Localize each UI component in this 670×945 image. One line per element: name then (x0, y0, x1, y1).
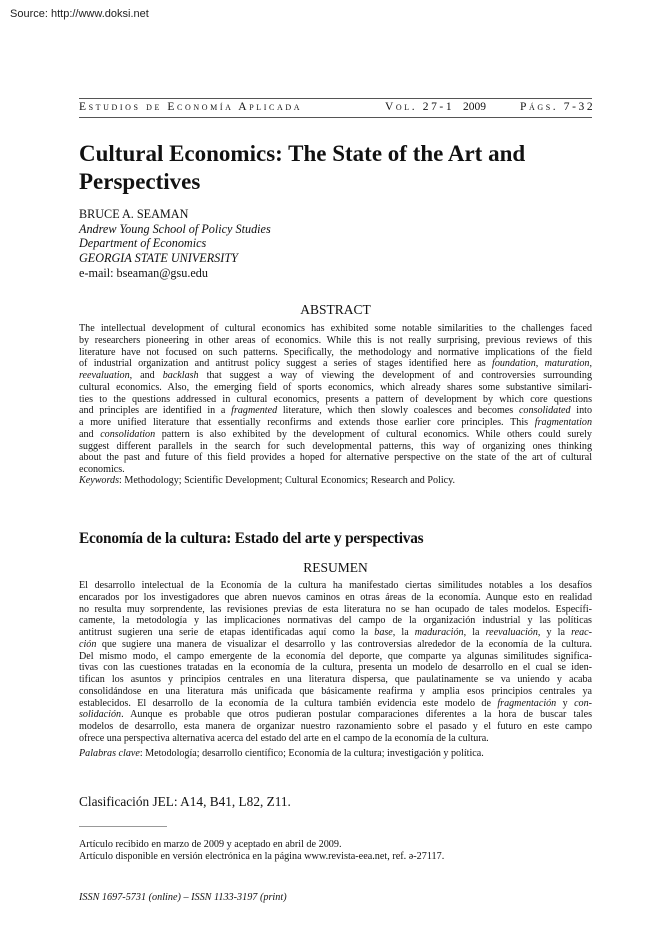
paragraph-line: a more unified literature that essentially reconfirms and extends those earlier core principles. This fragmentation (79, 417, 592, 428)
source-banner: Source: http://www.doksi.net (10, 8, 149, 20)
paragraph-line: tivas con las cuestiones tratadas en la economía de la cultura, presenta un modelo de desarrollo en el cual se iden- (79, 662, 592, 674)
paragraph-line: establecidos. El desarrollo de la economía de la cultura también evidencia este modelo de fragmentación y con- (79, 697, 593, 709)
footnote-online: Artículo disponible en versión electrónica en la página www.revista-eea.net, ref. ə-27117. (79, 851, 445, 862)
paragraph-line: tifican los asuntos y principios centrales en una literatura dispersa, que paulatinamente se va uniendo y acaba (79, 674, 592, 685)
paragraph-line: reevaluation, and backlash that suggest a way of viewing the development of and controversies surrounding (79, 370, 593, 381)
issn-online-label: online (152, 892, 178, 903)
paragraph-line: solidación. Aunque es probable que otros pudieran postular comparaciones diferentes a la hora de buscar tales (79, 709, 592, 721)
paragraph-line: ties to the questions addressed in cultural economics, presents a pattern of development by which core questions (79, 393, 592, 405)
running-head (79, 98, 596, 118)
footnote-divider (79, 826, 167, 827)
paragraph-line: cultural economics. Also, the emerging field of sports economics, which already shares some substantive similari- (79, 381, 592, 393)
issn-online: ISSN 1697-5731 (79, 892, 147, 903)
paragraph-line: camente, la metodología y las implicaciones normativas del campo de la organización industrial y las políticas (79, 615, 592, 627)
paragraph-line: The intellectual development of cultural economics has exhibited some notable similarities to the challenges faced (79, 323, 592, 334)
jel-classification: Clasificación JEL: A14, B41, L82, Z11. (79, 794, 291, 809)
author-university: GEORGIA STATE UNIVERSITY (79, 251, 238, 266)
author-name: BRUCE A. SEAMAN (79, 207, 189, 221)
year: 2009 (463, 101, 486, 113)
palabras-clave-label: Palabras clave (79, 748, 140, 759)
footnotes (79, 839, 444, 863)
issn-print: ISSN 1133-3197 (191, 892, 258, 903)
paragraph-line: antitrust sugieren una serie de etapas identificadas aquí como la base, la maduración, la reevaluación, y la reac- (79, 627, 592, 638)
author-department: Department of Economics (79, 236, 207, 251)
paragraph-line: no resulta muy sorprendente, las revisiones previas de esta literatura no se han ocupado de tales modelos. Específi- (79, 603, 592, 615)
palabras-clave (79, 748, 484, 759)
author-school: Andrew Young School of Policy Studies (79, 221, 271, 236)
palabras-clave-list: : Metodología; desarrollo científico; Economía de la cultura; investigación y política. (139, 748, 484, 759)
paragraph-line: ofrece una perspectiva alternativa acerca del estado del arte en el campo de la economía de la cultura. (79, 732, 489, 744)
paragraph-line: and principles are identified in a fragmented literature, which then slowly coalesces and becomes consolidated into (79, 405, 592, 417)
volume: Vol. 27-1 (385, 101, 455, 113)
paragraph-line: Del mismo modo, el campo emergente de la economía del deporte, que comparte ya algunas similitudes significa- (79, 650, 592, 662)
issn-print-label: print (263, 892, 284, 903)
article-title: Cultural Economics: The State of the Art and Perspectives (79, 141, 526, 194)
paragraph-line: El desarrollo intelectual de la Economía de la cultura ha manifestado ciertas similitudes notables a los desafíos (79, 580, 592, 591)
spanish-title: Economía de la cultura: Estado del arte y perspectivas (79, 530, 424, 547)
issn-line: ISSN 1697-5731 (online) – ISSN 1133-3197 (print) (79, 892, 287, 903)
paragraph-line: ción que sugiere una manera de visualizar el desarrollo y las controversias alrededor de la economía de la cultura. (79, 638, 592, 650)
paragraph-line: modelos de desarrollo, esta manera de organizar nuestro razonamiento sobre el pasado y el futuro en este campo (79, 721, 592, 732)
paragraph-line: literature have not focused on such patterns. Specifically, the methodology and normative implications of the field (79, 346, 592, 358)
keywords-label: Keywords (79, 475, 120, 486)
abstract-heading: ABSTRACT (300, 302, 371, 317)
paragraph-line: about the past and future of this field provides a hoped for alternative perspective on the state of the art of cultural (79, 452, 592, 464)
keywords-list: : Methodology; Scientific Development; Cultural Economics; Research and Policy. (119, 475, 456, 486)
author-block (79, 207, 271, 281)
paragraph-line: and consolidation pattern is also exhibited by the development of cultural economics. While others could surely (79, 428, 592, 440)
footnote-received: Artículo recibido en marzo de 2009 y aceptado en abril de 2009. (79, 839, 342, 850)
author-email: e-mail: bseaman@gsu.edu (79, 265, 208, 280)
resumen-body (79, 580, 592, 745)
keywords (79, 475, 455, 486)
abstract-body (79, 323, 592, 476)
paragraph-line: economics. (79, 464, 125, 475)
page-range: Págs. 7-32 (520, 101, 596, 113)
paragraph-line: by researchers pioneering in other areas of economics. While this is not really surprising, previous reviews of this (79, 334, 592, 346)
paragraph-line: of industrial organization and antitrust policy suggest a series of stages identified here as foundation, maturation, (79, 358, 593, 370)
paragraph-line: encarados por los investigadores que abren nuevos caminos en otras áreas de la economía. Aunque esto en realidad (79, 591, 592, 603)
journal-name: Estudios de Economía Aplicada (79, 101, 303, 113)
paragraph-line: consolidándose en una literatura más unificada que básicamente reafirma y amplia esos principios centrales ya (79, 685, 592, 697)
resumen-heading: RESUMEN (303, 560, 368, 575)
paragraph-line: suggest different parallels in the search for such developmental patterns, this way of organizing ones thinking (79, 440, 592, 452)
